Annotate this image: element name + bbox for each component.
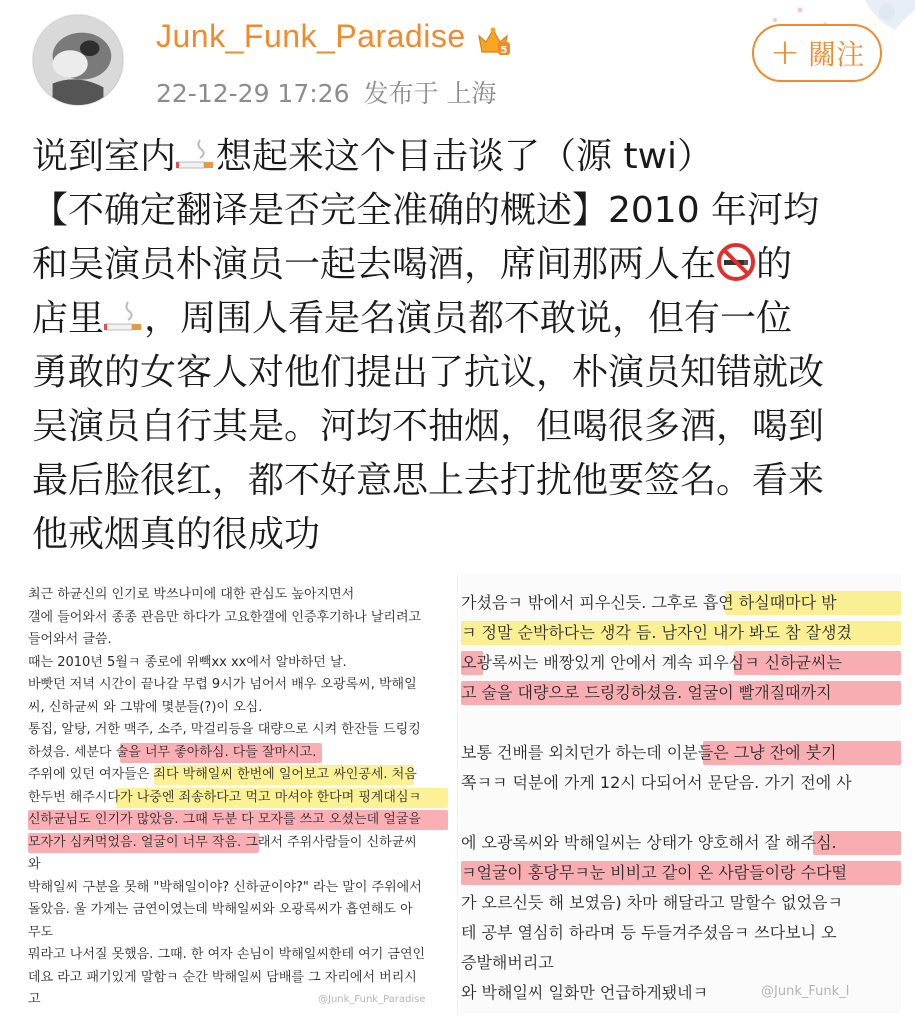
plus-icon: + [769,32,801,73]
follow-button[interactable] [752,24,882,82]
image-text-line: 테 공부 열심히 하라며 등 두들겨주셨음ㅋ 쓰다보니 오 [461,923,837,942]
body-text-segment: 店里 [32,298,105,339]
image-text-line: 바빳던 저녁 시간이 끝나갈 무렵 9시가 넘어서 배우 오광록씨, 박해일 [28,677,417,692]
image-text-line: 고 [28,992,41,1007]
image-text-line: 오광록씨는 배짱있게 안에서 계속 피우심ㅋ 신하균씨는 [461,653,842,672]
image-text-line: 통집, 알탕, 거한 맥주, 소주, 막걸리등을 대량으로 시켜 한잔들 드링킹 [28,722,421,737]
body-text-segment: 勇敢的女客人对他们提出了抗议，朴演员知错就改 [32,352,825,393]
image-text-line: 고 술을 대량으로 드링킹하셨음. 얼굴이 빨개질때까지 [461,683,832,702]
body-text-line [32,508,892,562]
body-text-segment: 和吴演员朴演员一起去喝酒，席间那两人在 [32,244,717,285]
image-text-line: 신하균님도 인기가 많았음. 그때 두분 다 모자를 쓰고 오셨는데 얼굴을 [28,812,421,827]
watermark: @Junk_Funk_I [761,984,850,999]
image-text-line: 하셨음. 세분다 술을 너무 좋아하심. 다들 잘마시고. [28,744,317,760]
post-meta [156,74,496,110]
follow-label: 關注 [808,38,865,71]
body-text-line [32,184,892,238]
image-text-line: 에 오광록씨와 박해일씨는 상태가 양호해서 잘 해주심. [461,833,837,852]
image-text-line: 박해일씨 구분을 못해 "박해일이야? 신하균이야?" 라는 말이 주위에서 [28,879,422,895]
svg-text:5: 5 [500,45,508,56]
body-text-segment: 【不确定翻译是否完全准确的概述】2010 年河均 [32,190,820,231]
image-text-line: 때는 2010년 5월ㅋ 종로에 위빽xx xx에서 알바하던 날. [28,654,347,670]
avatar[interactable] [32,14,124,106]
image-text-line: 데요 라고 패기있게 말함ㅋ 순간 박해일씨 담배를 그 자리에서 버리시 [28,969,417,985]
cigarette-icon [176,134,216,174]
body-text-line [32,238,892,292]
image-text-line: 와 [28,857,41,872]
username[interactable]: Junk_Funk_Paradise [156,18,466,54]
image-text-line: 한두번 해주시다가 나중엔 죄송하다고 먹고 마셔야 한다며 핑계대심ㅋ [28,789,422,805]
body-text-segment: 说到室内 [32,136,177,177]
image-text-line: 주위에 있던 여자들은 죄다 박해일씨 한번에 일어보고 싸인공세. 처음 [28,767,417,782]
body-text-segment: 吴演员自行其是。河均不抽烟，但喝很多酒，喝到 [32,406,825,447]
body-text-segment: ，周围人看是名演员都不敢说，但有一位 [144,298,793,339]
image-text-line: 쪽ㅋㅋ 덕분에 가게 12시 다되어서 문닫음. 가기 전에 사 [461,773,852,792]
no-smoking-icon [716,242,756,282]
post-source: 发布于 上海 [363,79,497,108]
body-text-line [32,400,892,454]
avatar-image [33,15,123,105]
body-text-segment: 最后脸很红，都不好意思上去打扰他要签名。看来 [32,460,825,501]
image-text-line: 씨, 신하균씨 와 그밖에 몇분들(?)이 오심. [28,699,263,715]
image-text-line: 갤에 들어와서 종종 관음만 하다가 고요한갤에 인증후기하나 날리려고 [28,609,422,625]
image-text-line: 뭐라고 나서질 못했음. 그때. 한 여자 손님이 박해일씨한테 여기 금연인 [28,947,426,962]
watermark: @Junk_Funk_Paradise [318,994,426,1005]
image-text-line: 최근 하균신의 인기로 박쓰나미에 대한 관심도 높아지면서 [28,587,355,602]
body-text-segment: 他戒烟真的很成功 [32,514,321,555]
body-text-line [32,130,892,184]
cigarette-icon [104,296,144,336]
body-text-line [32,454,892,508]
image-text-line: 보통 건배를 외치던가 하는데 이분들은 그냥 잔에 붓기 [461,743,837,762]
post-body-text [32,130,892,562]
post-header [0,0,915,118]
image-text-line: 증발해버리고 [461,953,554,972]
attached-image-right[interactable] [461,574,901,1014]
body-text-segment: 的 [756,244,793,285]
body-text-line [32,292,892,346]
image-text-line: 모자가 심커먹었음. 얼굴이 너무 작음. 그래서 주위사람들이 신하균씨 [28,834,417,850]
image-text-line: 돌았음. 울 가게는 금연이였는데 박해일씨와 오광록씨가 흡연해도 아 [28,902,413,917]
image-text-line: 무도 [28,924,54,940]
image-text-line: ㅋ 정말 순박하다는 생각 듬. 남자인 내가 봐도 참 잘생겼 [461,623,852,642]
post-date: 22-12-29 17:26 [156,79,350,108]
image-text-line: 들어와서 글씀. [28,632,112,647]
body-text-line [32,346,892,400]
body-text-segment: 想起来这个目击谈了（源 twi） [216,136,714,177]
image-text-line: 와 박해일씨 일화만 언급하게됐네ㅋ [461,983,709,1002]
image-text-line: 가셨음ㅋ 밖에서 피우신듯. 그후로 흡연 하실때마다 밖 [461,593,837,612]
vip-crown-icon [476,26,510,56]
attached-image-left[interactable] [18,574,458,1014]
image-text-line: ㅋ얼굴이 홍당무ㅋ눈 비비고 같이 온 사람들이랑 수다떨 [461,863,848,882]
image-text-line: 가 오르신듯 해 보였음) 차마 해달라고 말할수 없었음ㅋ [461,893,843,912]
